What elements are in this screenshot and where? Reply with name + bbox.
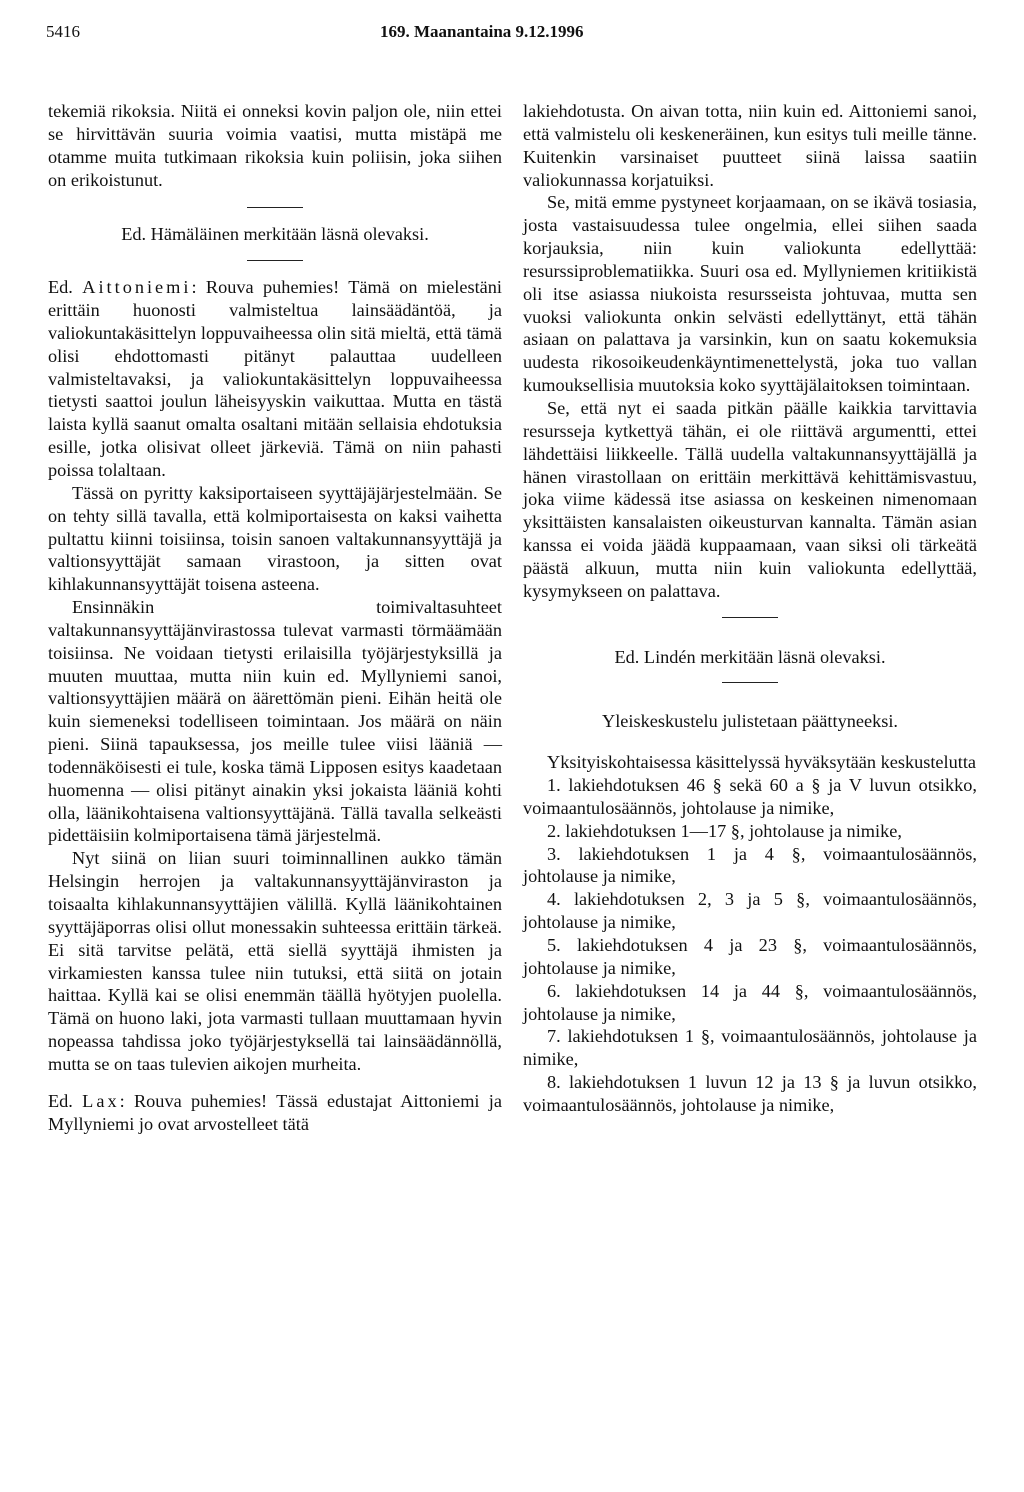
speech-prefix: Ed. <box>48 277 83 298</box>
speech-aittoniemi <box>48 276 502 482</box>
speech-prefix: Ed. <box>48 1090 83 1111</box>
list-item: 4. lakiehdotuksen 2, 3 ja 5 §, voimaantulosäännös, johtolause ja nimike, <box>523 889 977 933</box>
list-item: 8. lakiehdotuksen 1 luvun 12 ja 13 § ja luvun otsikko, voimaantulosäännös, johtolause ja nimike, <box>523 1072 977 1115</box>
speech-text: Rouva puhemies! Tämä on mielestäni erittäin huonosti valmisteltua lainsäädäntöä, ja valiokuntakäsittelyn loppuvaiheessa olin sitä mieltä, että tämä olisi ehdottomasti pitänyt palauttaa uudelleen valmisteltavaksi, ja valiokuntakäsittelyn loppuvaiheessa tietysti saattoi joulun läheisyyskin vaikuttaa. Mutta en tästä laista kyllä saanut omalta osaltani mitään sellaisia ehdotuksia esille, jotka olisivat olleet järkeviä. Tämä on niin pahasti poissa tolaltaan. <box>48 277 502 480</box>
paragraph: Nyt siinä on liian suuri toiminnallinen aukko tämän Helsingin herrojen ja valtakunnansyyttäjänviraston ja toisaalta kihlakunnansyyttäjien välillä. Kyllä läänikohtainen syyttäjäporras olisi ollut monessakin suhteessa erittäin tärkeä. Ei sitä tarvitse pelätä, että siellä syyttäjä ihmisten ja virkamiesten kanssa tulee niin tutuksi, että siitä on jotain haittaa. Kyllä kai se olisi enemmän täällä hyötyjen puolella. Tämä on huono laki, jota varmasti tullaan muuttamaan hyvin nopeassa tahdissa joko työjärjestyksellä tai lainsäädännöllä, mutta se on taas tulevien aikojen murheita. <box>48 848 502 1074</box>
paragraph: tekemiä rikoksia. Niitä ei onneksi kovin paljon ole, niin ettei se hirvittävän suuria voimia vaatisi, mutta mistäpä me otamme muita tutkimaan rikoksia kuin poliisin, joka siihen on erikoistunut. <box>48 101 502 190</box>
list-item: 1. lakiehdotuksen 46 § sekä 60 a § ja V luvun otsikko, voimaantulosäännös, johtolause ja nimike, <box>523 775 977 818</box>
paragraph: lakiehdotusta. On aivan totta, niin kuin ed. Aittoniemi sanoi, että valmistelu oli keskeneräinen, kun esitys tuli meille tänne. Kuitenkin varsinaiset puutteet siinä laissa saatiin valiokunnassa korjatuiksi. <box>523 101 977 190</box>
speech-colon: : <box>191 277 206 298</box>
speech-colon: : <box>119 1090 134 1111</box>
paragraph: Se, mitä emme pystyneet korjaamaan, on se ikävä tosiasia, josta vastaisuudessa tulee ongelmia, ellei siihen saada korjauksia, niin kuin valiokunta edellyttää: resurssiproblematiikka. Suuri osa ed. Myllyniemen kritiikistä oli itse asiassa niukoista resursseista johtuvaa, mutta sen vuoksi valiokunta onkin selvästi edellyttänyt, että tähän asiaan on palattava ja varsinkin, kun on saatu kokemuksia uudesta rikosoikeudenkäyntimenettelystä, joka tuo vallan kumouksellisia muutoksia koko syyttäjälaitoksen toimintaan. <box>523 192 977 396</box>
list-item: 2. lakiehdotuksen 1—17 §, johtolause ja nimike, <box>547 820 902 841</box>
page-header <box>46 22 978 46</box>
speech-text: Rouva puhemies! Tässä edustajat Aittoniemi ja Myllyniemi jo ovat arvostelleet tätä <box>48 1090 502 1134</box>
list-item: 5. lakiehdotuksen 4 ja 23 §, voimaantulosäännös, johtolause ja nimike, <box>523 935 977 978</box>
attendance-note: Ed. Lindén merkitään läsnä olevaksi. <box>614 646 886 667</box>
list-item: 3. lakiehdotuksen 1 ja 4 §, voimaantulosäännös, johtolause ja nimike, <box>523 843 977 887</box>
session-title: 169. Maanantaina 9.12.1996 <box>380 22 584 41</box>
attendance-note: Ed. Hämäläinen merkitään läsnä olevaksi. <box>121 224 429 245</box>
list-item: 7. lakiehdotuksen 1 §, voimaantulosäännös, johtolause ja nimike, <box>523 1026 977 1070</box>
speaker-name: Aittoniemi <box>82 277 192 298</box>
list-item: 6. lakiehdotuksen 14 ja 44 §, voimaantulosäännös, johtolause ja nimike, <box>523 980 977 1024</box>
paragraph: Tässä on pyritty kaksiportaiseen syyttäjäjärjestelmään. Se on tehty sillä tavalla, että kolmiportaisesta on kaksi vaihetta pultattu kiinni toisiinsa, toisin sanoen valtakunnansyyttäjä ja valtionsyyttäjät samaan virastoon, ja sitten ovat kihlakunnansyyttäjät toisena asteena. <box>48 482 502 595</box>
speaker-name: Lax <box>82 1090 120 1111</box>
paragraph: Se, että nyt ei saada pitkän päälle kaikkia tarvittavia resursseja kytkettyä tähän, ei ole riittävä argumentti, ettei lähdettäisi liikkeelle. Tällä uudella valtakunnansyyttäjällä ja hänen virastollaan on erittäin merkittävä kehittämisvastuu, joka viime kädessä itse asiassa on keskeinen nimenomaan yksittäisten kansalaisten oikeusturvan kannalta. Tämän asian kanssa ei voida jäädä kuppaamaan, vaan siksi oli tärkeätä päästä alkuun, mutta niin kuin valiokunta edellyttää, kysymykseen on palattava. <box>523 397 977 601</box>
page-number: 5416 <box>46 22 80 41</box>
left-column <box>48 100 502 1135</box>
speech-lax <box>48 1090 502 1136</box>
right-column <box>523 100 977 1117</box>
paragraph: Ensinnäkin toimivaltasuhteet valtakunnansyyttäjänvirastossa tulevat varmasti törmäämään toisiinsa. Ne voidaan tietysti erilaisilla työjärjestyksillä ja muuten muuttaa, mutta niin kuin ed. Myllyniemi sanoi, valtionsyyttäjien määrä on äärettömän pieni. Eihän heitä ole kuin siemeneksi todelliseen toimintaan. Jos määrä on näin pieni. Siinä tapauksessa, jos meille tulee viisi lääniä — todennäköisesti ei tule, koska tämä Lipposen esitys kaadetaan huomenna — olisi pitänyt ainakin yksi jokaista lääniä kohti olla, läänikohtaisena valtionsyyttäjänä. Tällä tavalla selkeästi pidettäisiin kolmiportaisena tämä järjestelmä. <box>48 597 502 846</box>
paragraph: Yksityiskohtaisessa käsittelyssä hyväksytään keskustelutta <box>547 752 977 773</box>
debate-closed-note: Yleiskeskustelu julistetaan päättyneeksi. <box>602 711 898 732</box>
